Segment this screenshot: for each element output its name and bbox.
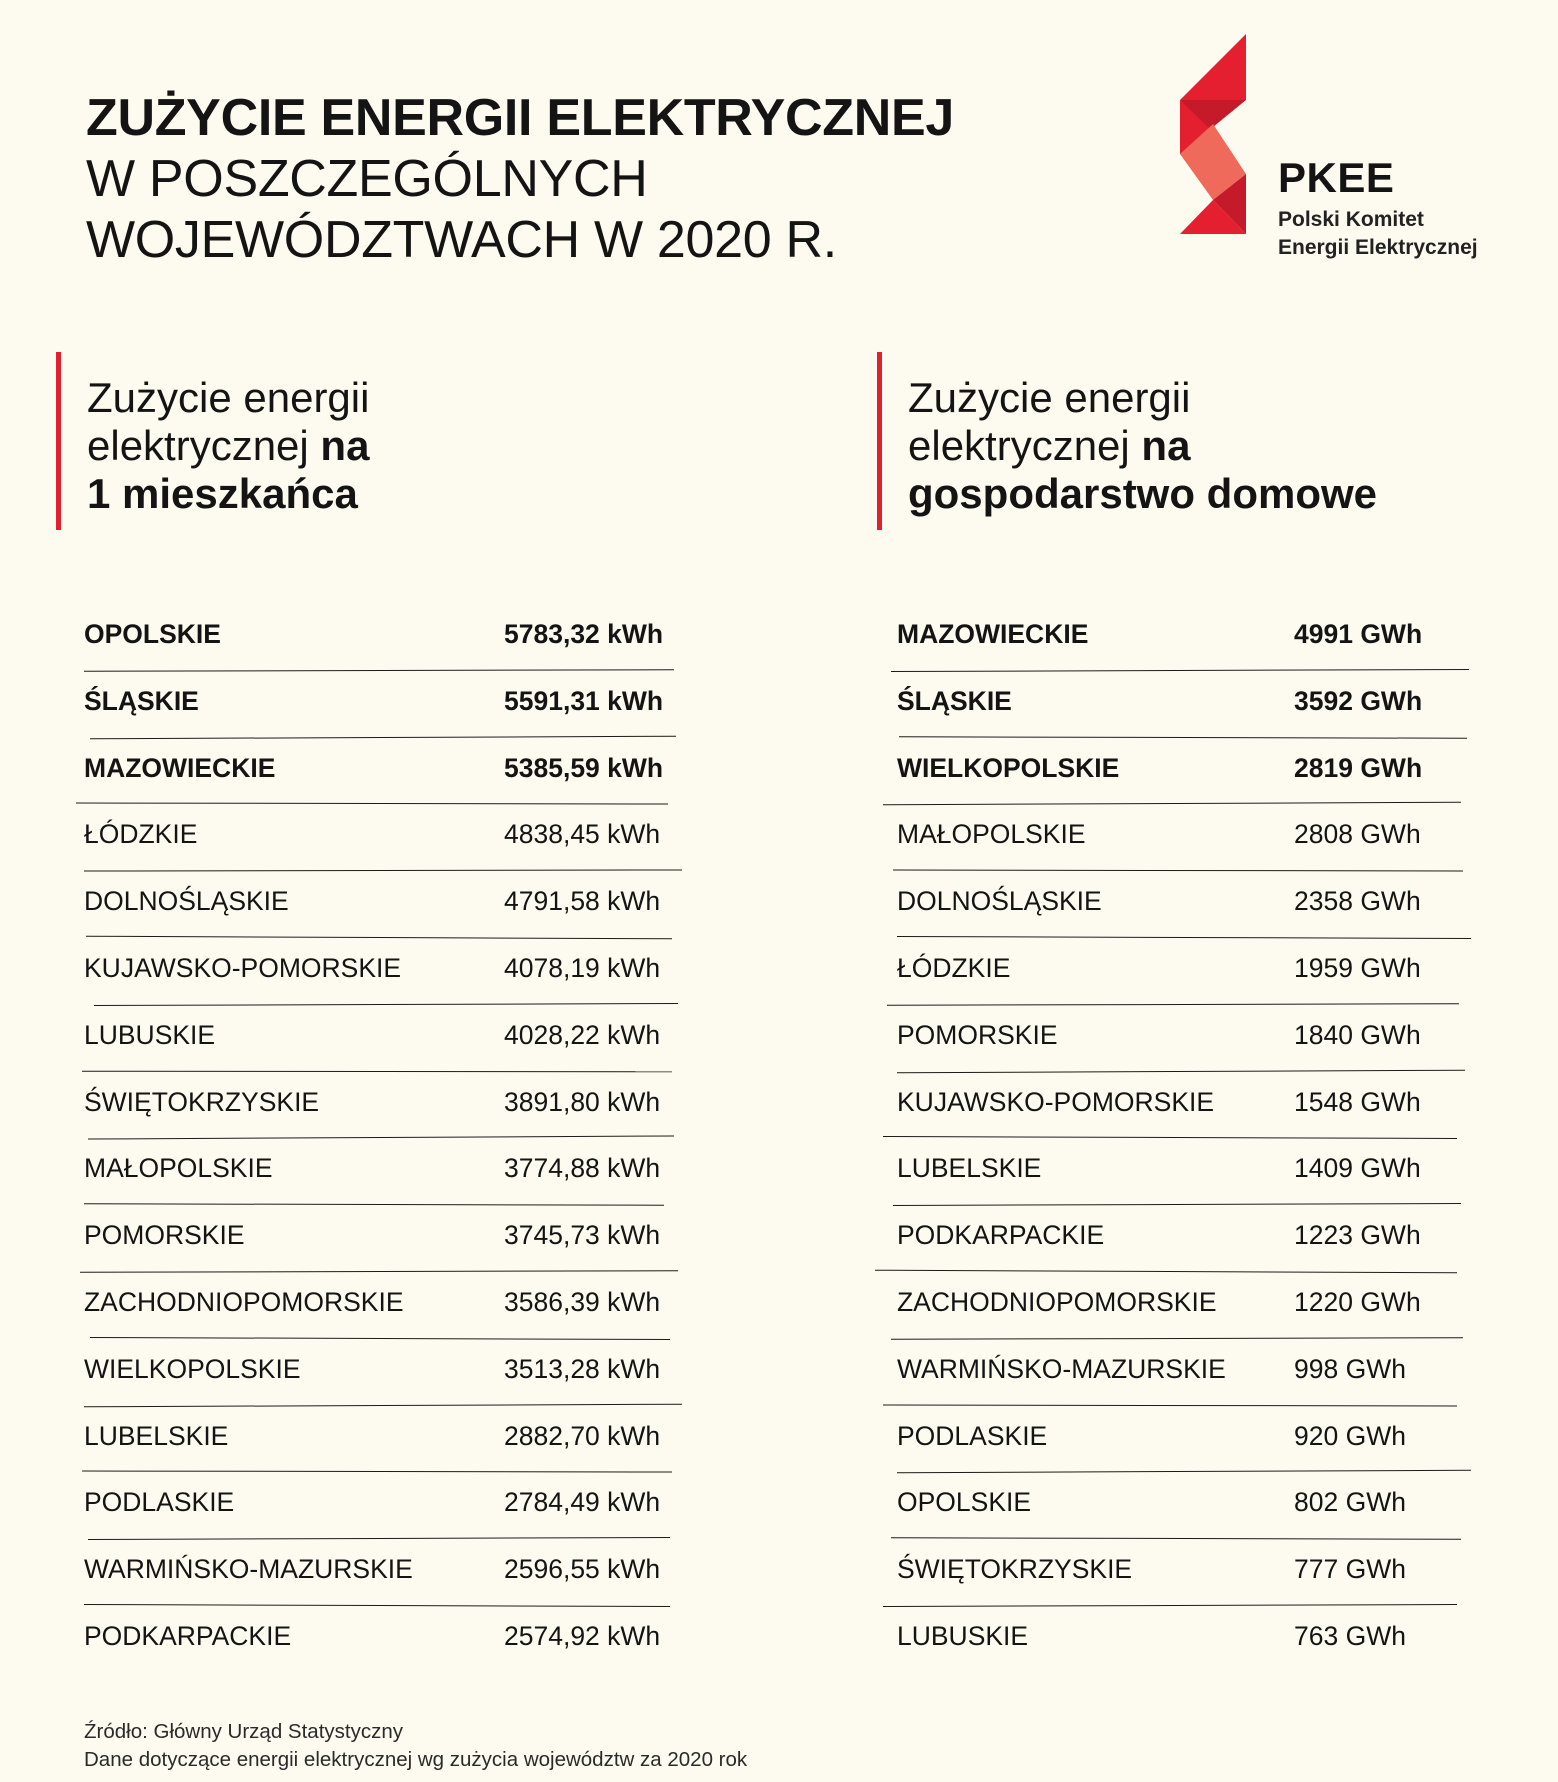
- region-name: LUBUSKIE: [897, 1620, 1029, 1651]
- region-name: PODKARPACKIE: [897, 1220, 1105, 1251]
- table-row: [897, 671, 1482, 738]
- pkee-logo-mark-icon: [1180, 34, 1250, 234]
- footer-notes: [84, 1718, 747, 1774]
- region-name: LUBELSKIE: [897, 1153, 1042, 1184]
- region-name: ŚLĄSKIE: [897, 685, 1012, 716]
- region-value: 3774,88 kWh: [504, 1153, 661, 1184]
- table-row: [897, 1138, 1482, 1205]
- region-name: ŁÓDZKIE: [897, 952, 1011, 983]
- region-name: WARMIŃSKO-MAZURSKIE: [897, 1353, 1226, 1384]
- region-value: 777 GWh: [1294, 1554, 1406, 1585]
- region-name: LUBUSKIE: [84, 1019, 216, 1050]
- table-row: [897, 1472, 1482, 1539]
- table-row: [897, 604, 1482, 671]
- table-row: [84, 1339, 684, 1406]
- region-name: KUJAWSKO-POMORSKIE: [84, 952, 402, 983]
- section-heading-line-1: Zużycie energii: [908, 374, 1191, 421]
- table-row: [897, 1406, 1482, 1473]
- region-name: ŚWIĘTOKRZYSKIE: [897, 1554, 1133, 1585]
- region-name: PODLASKIE: [84, 1487, 235, 1518]
- table-row: [897, 804, 1482, 871]
- region-name: MAZOWIECKIE: [84, 752, 276, 783]
- table-row: [84, 738, 684, 805]
- region-value: 2784,49 kWh: [504, 1487, 661, 1518]
- table-row: [897, 938, 1482, 1005]
- region-value: 1959 GWh: [1294, 952, 1421, 983]
- table-row: [84, 1406, 684, 1473]
- region-value: 802 GWh: [1294, 1487, 1406, 1518]
- section-heading-line-2-bold: na: [1141, 422, 1191, 469]
- region-value: 1409 GWh: [1294, 1153, 1421, 1184]
- region-value: 5783,32 kWh: [504, 619, 664, 649]
- region-name: MAŁOPOLSKIE: [897, 819, 1086, 850]
- table-row: [84, 1205, 684, 1272]
- region-name: LUBELSKIE: [84, 1420, 229, 1451]
- table-row: [897, 1539, 1482, 1606]
- footer-note: Dane dotyczące energii elektrycznej wg zużycia województw za 2020 rok: [84, 1748, 748, 1771]
- region-value: 2819 GWh: [1294, 752, 1423, 783]
- region-name: MAŁOPOLSKIE: [84, 1153, 273, 1184]
- region-value: 4838,45 kWh: [504, 819, 661, 850]
- section-heading-line-2: [908, 422, 1517, 470]
- region-value: 1223 GWh: [1294, 1220, 1421, 1251]
- region-name: WIELKOPOLSKIE: [84, 1353, 301, 1384]
- section-heading-line-2-regular: elektrycznej: [908, 422, 1142, 469]
- region-name: OPOLSKIE: [84, 619, 221, 649]
- region-value: 2882,70 kWh: [504, 1420, 661, 1451]
- table-row: [84, 1606, 684, 1673]
- table-per-capita: [84, 604, 684, 1673]
- region-value: 5591,31 kWh: [504, 685, 664, 716]
- region-value: 2808 GWh: [1294, 819, 1421, 850]
- region-value: 3891,80 kWh: [504, 1086, 661, 1117]
- table-row: [84, 671, 684, 738]
- table-row: [84, 1005, 684, 1072]
- region-name: DOLNOŚLĄSKIE: [897, 886, 1102, 917]
- section-heading-line-2-regular: elektrycznej: [87, 422, 321, 469]
- region-value: 5385,59 kWh: [504, 752, 664, 783]
- section-heading-line-3: 1 mieszkańca: [87, 470, 358, 517]
- region-value: 3592 GWh: [1294, 685, 1423, 716]
- region-value: 2358 GWh: [1294, 886, 1421, 917]
- region-value: 1548 GWh: [1294, 1086, 1421, 1117]
- region-name: WIELKOPOLSKIE: [897, 752, 1120, 783]
- region-value: 998 GWh: [1294, 1353, 1406, 1384]
- logo-subtitle: [1278, 206, 1478, 262]
- table-row: [897, 738, 1482, 805]
- table-row: [84, 938, 684, 1005]
- region-name: POMORSKIE: [84, 1220, 245, 1251]
- table-row: [84, 1272, 684, 1339]
- region-value: 2596,55 kWh: [504, 1554, 661, 1585]
- region-value: 763 GWh: [1294, 1620, 1406, 1651]
- section-heading-line-1: Zużycie energii: [87, 374, 370, 421]
- title-line-3: WOJEWÓDZTWACH W 2020 R.: [86, 211, 837, 269]
- table-row: [897, 871, 1482, 938]
- footer-source: Źródło: Główny Urząd Statystyczny: [84, 1720, 403, 1743]
- region-name: POMORSKIE: [897, 1019, 1058, 1050]
- page-title: [86, 88, 954, 271]
- region-value: 1220 GWh: [1294, 1286, 1421, 1317]
- region-name: WARMIŃSKO-MAZURSKIE: [84, 1554, 413, 1585]
- table-row: [897, 1606, 1482, 1673]
- section-heading-line-2: [87, 422, 756, 470]
- region-name: PODKARPACKIE: [84, 1620, 292, 1651]
- table-row: [897, 1272, 1482, 1339]
- table-row: [84, 604, 684, 671]
- table-per-household: [897, 604, 1482, 1673]
- logo-name: PKEE: [1278, 154, 1395, 201]
- section-heading: [87, 352, 756, 518]
- region-name: PODLASKIE: [897, 1420, 1048, 1451]
- table-row: [897, 1072, 1482, 1139]
- region-value: 3513,28 kWh: [504, 1353, 661, 1384]
- logo-subtitle-line-1: Polski Komitet: [1278, 208, 1424, 231]
- region-value: 4991 GWh: [1294, 619, 1423, 649]
- section-heading-line-3: gospodarstwo domowe: [908, 470, 1378, 517]
- region-value: 2574,92 kWh: [504, 1620, 661, 1651]
- region-value: 1840 GWh: [1294, 1019, 1421, 1050]
- section-header-per-household: [877, 352, 1517, 530]
- table-row: [84, 1138, 684, 1205]
- table-row: [84, 1539, 684, 1606]
- region-name: ZACHODNIOPOMORSKIE: [897, 1286, 1217, 1317]
- region-name: ŚLĄSKIE: [84, 685, 199, 716]
- region-name: ŚWIĘTOKRZYSKIE: [84, 1086, 320, 1117]
- section-header-per-capita: [56, 352, 756, 530]
- title-line-2: W POSZCZEGÓLNYCH: [86, 150, 648, 208]
- region-value: 4078,19 kWh: [504, 952, 661, 983]
- table-row: [84, 1072, 684, 1139]
- pkee-logo: [1180, 34, 1480, 274]
- region-value: 4791,58 kWh: [504, 886, 661, 917]
- logo-subtitle-line-2: Energii Elektrycznej: [1278, 236, 1478, 259]
- region-name: ŁÓDZKIE: [84, 819, 198, 850]
- region-name: KUJAWSKO-POMORSKIE: [897, 1086, 1215, 1117]
- table-row: [84, 871, 684, 938]
- table-row: [897, 1005, 1482, 1072]
- region-name: MAZOWIECKIE: [897, 619, 1089, 649]
- region-name: OPOLSKIE: [897, 1487, 1032, 1518]
- title-line-1: ZUŻYCIE ENERGII ELEKTRYCZNEJ: [86, 89, 954, 147]
- section-heading-line-2-bold: na: [320, 422, 370, 469]
- table-row: [84, 1472, 684, 1539]
- table-row: [84, 804, 684, 871]
- region-value: 3586,39 kWh: [504, 1286, 661, 1317]
- region-value: 4028,22 kWh: [504, 1019, 661, 1050]
- table-row: [897, 1205, 1482, 1272]
- region-name: ZACHODNIOPOMORSKIE: [84, 1286, 404, 1317]
- region-value: 3745,73 kWh: [504, 1220, 661, 1251]
- table-row: [897, 1339, 1482, 1406]
- region-value: 920 GWh: [1294, 1420, 1406, 1451]
- region-name: DOLNOŚLĄSKIE: [84, 886, 289, 917]
- section-heading: [908, 352, 1517, 518]
